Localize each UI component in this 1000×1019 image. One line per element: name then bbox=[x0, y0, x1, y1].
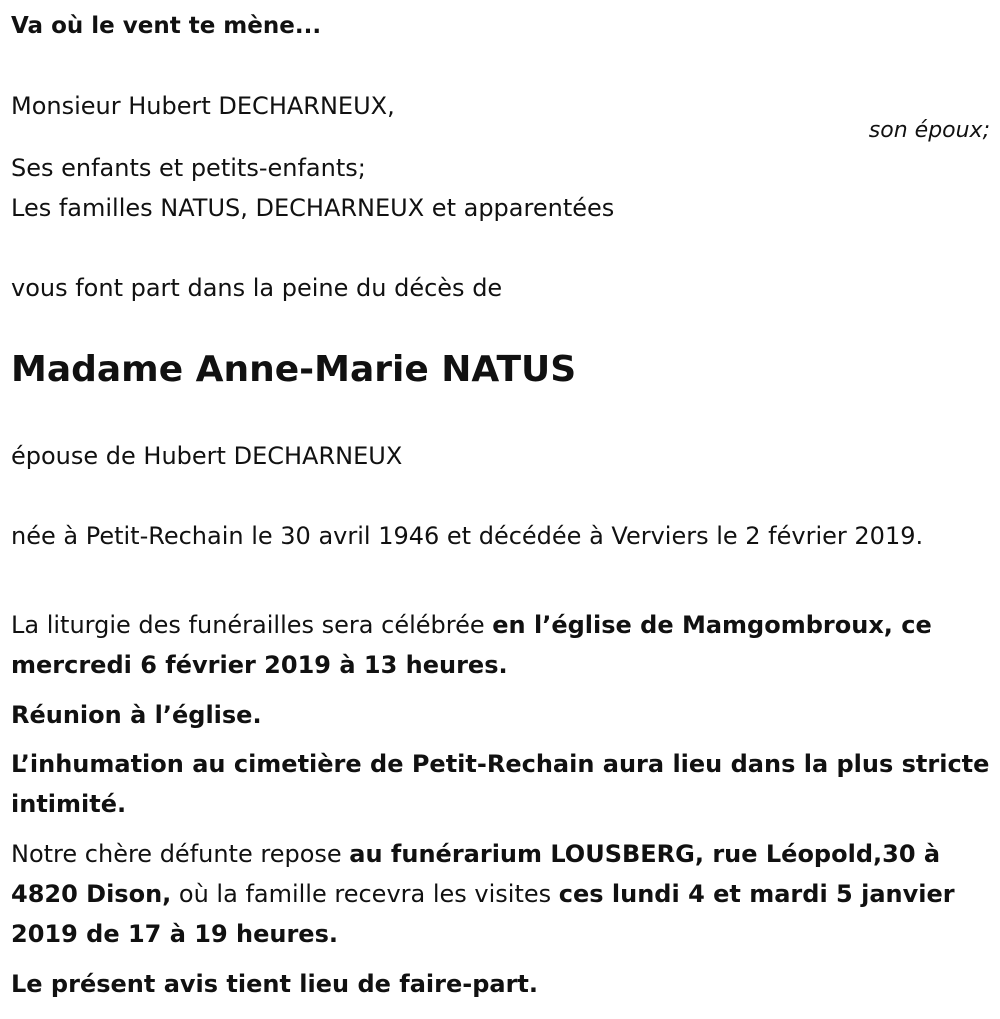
liturgy-paragraph bbox=[11, 605, 991, 685]
burial-paragraph: L’inhumation au cimetière de Petit-Rechain aura lieu dans la plus stricte intimité. bbox=[11, 750, 990, 818]
visiting-dates: ces lundi 4 et mardi 5 janvier 2019 de 17 à 19 heures. bbox=[11, 880, 955, 948]
rest-paragraph bbox=[11, 834, 991, 954]
rest-middle: où la famille recevra les visites bbox=[171, 880, 559, 908]
liturgy-intro: La liturgie des funérailles sera célébrée bbox=[11, 611, 493, 639]
announce-line: vous font part dans la peine du décès de bbox=[11, 274, 503, 302]
rest-intro: Notre chère défunte repose bbox=[11, 840, 350, 868]
families-line: Les familles NATUS, DECHARNEUX et apparentées bbox=[11, 194, 615, 222]
epigraph: Va où le vent te mène... bbox=[11, 13, 322, 39]
deceased-name: Madame Anne-Marie NATUS bbox=[11, 349, 577, 390]
husband-line: Monsieur Hubert DECHARNEUX, bbox=[11, 92, 395, 120]
birth-death-paragraph: née à Petit-Rechain le 30 avril 1946 et décédée à Verviers le 2 février 2019. bbox=[11, 522, 924, 550]
husband-role: son époux; bbox=[868, 118, 990, 143]
funeral-home-location: au funérarium LOUSBERG, rue Léopold,30 à 4820 Dison, bbox=[11, 840, 941, 908]
spouse-line: épouse de Hubert DECHARNEUX bbox=[11, 442, 403, 470]
children-line: Ses enfants et petits-enfants; bbox=[11, 154, 366, 182]
closing-line: Le présent avis tient lieu de faire-part. bbox=[11, 970, 539, 998]
liturgy-place-time: en l’église de Mamgombroux, ce mercredi 6 février 2019 à 13 heures. bbox=[11, 611, 932, 679]
meeting-line: Réunion à l’église. bbox=[11, 701, 262, 729]
